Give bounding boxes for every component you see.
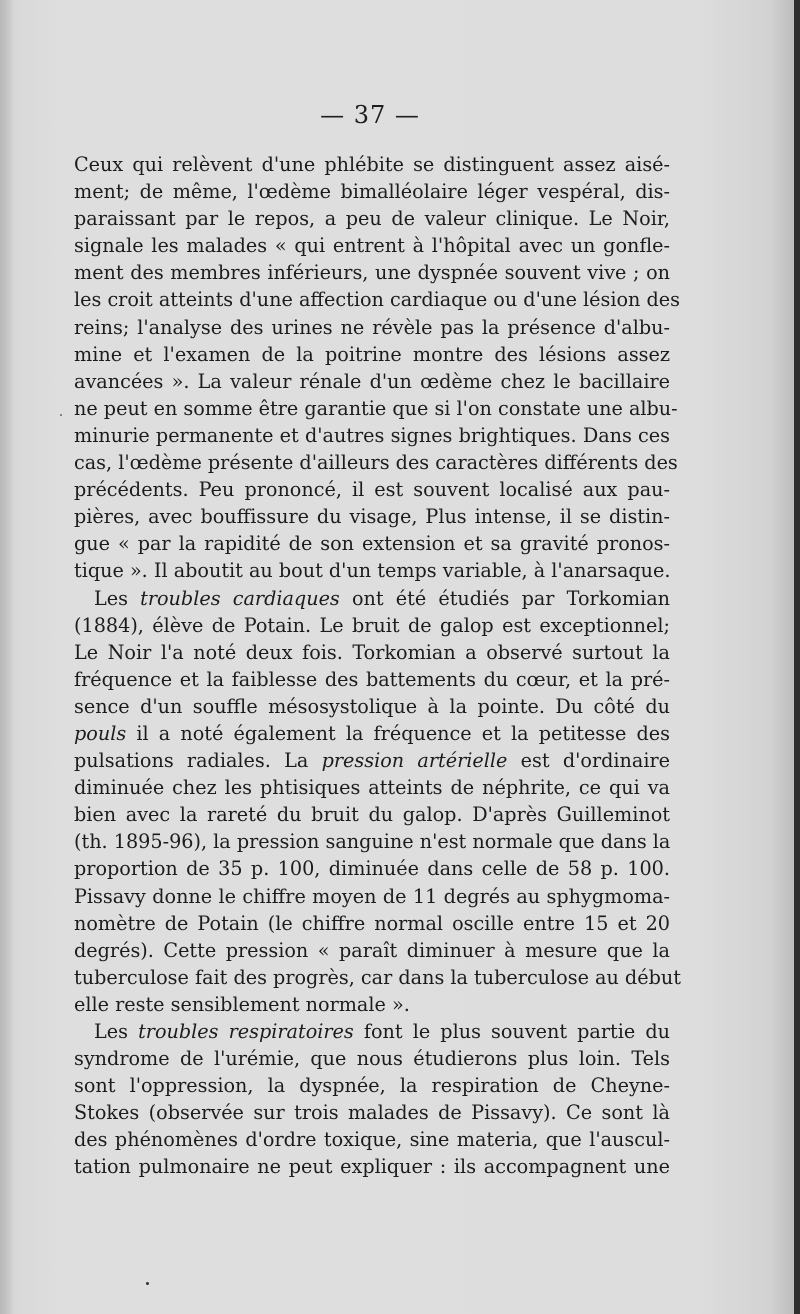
text-run: pulsations radiales. La (74, 749, 322, 773)
text-line (74, 341, 670, 368)
page-number: — 37 — (320, 101, 420, 129)
text-line (74, 774, 670, 801)
text-line (74, 937, 670, 964)
text-line (74, 395, 678, 422)
text-line (74, 530, 670, 557)
text-run: des phénomènes d'ordre toxique, sine materia, que l'auscul- (74, 1128, 670, 1152)
text-line (74, 476, 670, 503)
text-run: sont l'oppression, la dyspnée, la respiration de Cheyne- (74, 1074, 670, 1098)
text-run: mine et l'examen de la poitrine montre des lésions assez (74, 342, 670, 366)
text-line (74, 1018, 670, 1045)
text-run: avancées ». La valeur rénale d'un œdème chez le bacillaire (74, 369, 670, 393)
text-line (74, 910, 670, 937)
text-line (74, 693, 670, 720)
text-run: degrés). Cette pression « paraît diminuer à mesure que la (74, 938, 670, 962)
ink-speck (60, 414, 62, 416)
text-run: Le Noir l'a noté deux fois. Torkomian a observé surtout la (74, 640, 670, 664)
text-run: cas, l'œdème présente d'ailleurs des caractères différents des (74, 451, 678, 475)
text-run: pières, avec bouffissure du visage, Plus intense, il se distin- (74, 505, 670, 529)
text-line (74, 666, 670, 693)
text-run: nomètre de Potain (le chiffre normal oscille entre 15 et 20 (74, 911, 670, 935)
text-run: paraissant par le repos, a peu de valeur clinique. Le Noir, (74, 207, 670, 231)
text-line (74, 1072, 670, 1099)
text-run: font le plus souvent partie du (353, 1020, 670, 1043)
text-run: diminuée chez les phtisiques atteints de néphrite, ce qui va (74, 776, 670, 800)
text-line (74, 151, 670, 178)
text-run: syndrome de l'urémie, que nous étudierons plus loin. Tels (74, 1047, 670, 1071)
text-run: gue « par la rapidité de son extension et sa gravité pronos- (74, 532, 670, 556)
text-run: est d'ordinaire (507, 749, 670, 773)
text-run: Les (94, 586, 141, 610)
text-line (74, 585, 670, 612)
text-line (74, 639, 670, 666)
text-run: ment; de même, l'œdème bimalléolaire léger vespéral, dis- (74, 180, 670, 204)
text-line (74, 720, 670, 747)
text-run: (1884), élève de Potain. Le bruit de galop est exceptionnel; (74, 613, 670, 637)
page-gutter-shadow (0, 0, 14, 1314)
text-line (74, 422, 670, 449)
text-run: (th. 1895-96), la pression sanguine n'est normale que dans la (74, 830, 671, 854)
text-run: ne peut en somme être garantie que si l'on constate une albu- (74, 396, 678, 420)
text-line (74, 747, 670, 774)
scan-edge (794, 0, 800, 1314)
text-run: ont été étudiés par Torkomian (339, 586, 670, 610)
text-line (74, 1153, 670, 1180)
text-run: tuberculose fait des progrès, car dans la tuberculose au début (74, 965, 681, 989)
text-line (74, 964, 681, 991)
text-line (74, 855, 670, 882)
text-line (74, 1126, 670, 1153)
italic-phrase: troubles cardiaques (140, 586, 340, 610)
text-line (74, 503, 670, 530)
text-run: reins; l'analyse des urines ne révèle pas la présence d'albu- (74, 315, 670, 339)
text-run: précédents. Peu prononcé, il est souvent localisé aux pau- (74, 478, 670, 502)
text-line (74, 259, 670, 286)
italic-phrase: pouls (74, 721, 127, 745)
text-line (74, 612, 670, 639)
text-line (74, 557, 670, 584)
text-line (74, 232, 670, 259)
text-run: Stokes (observée sur trois malades de Pissavy). Ce sont là (74, 1101, 670, 1125)
text-line (74, 449, 678, 476)
text-run: les croit atteints d'une affection cardiaque ou d'une lésion des (74, 288, 680, 312)
text-line (74, 314, 670, 341)
text-line (74, 368, 670, 395)
text-line (74, 205, 670, 232)
text-line (74, 828, 670, 855)
text-run: tique ». Il aboutit au bout d'un temps variable, à l'anarsaque. (74, 559, 671, 583)
text-line (74, 1045, 670, 1072)
text-run: Pissavy donne le chiffre moyen de 11 degrés au sphygmoma- (74, 884, 670, 908)
ink-speck (146, 1282, 149, 1285)
italic-phrase: pression artérielle (321, 749, 508, 773)
text-run: proportion de 35 p. 100, diminuée dans celle de 58 p. 100. (74, 857, 670, 881)
text-run: minurie permanente et d'autres signes brightiques. Dans ces (74, 423, 670, 447)
body-text (74, 151, 681, 1181)
text-line (74, 991, 670, 1018)
text-run: elle reste sensiblement normale ». (74, 992, 410, 1016)
text-line (74, 883, 670, 910)
text-run: signale les malades « qui entrent à l'hôpital avec un gonfle- (74, 234, 670, 258)
text-run: Les (94, 1020, 139, 1043)
text-run: bien avec la rareté du bruit du galop. D'après Guilleminot (74, 803, 670, 827)
text-run: fréquence et la faiblesse des battements du cœur, et la pré- (74, 667, 670, 691)
text-line (74, 286, 680, 313)
text-run: il a noté également la fréquence et la petitesse des (126, 721, 670, 745)
text-run: Ceux qui relèvent d'une phlébite se distinguent assez aisé- (74, 153, 670, 176)
text-run: sence d'un souffle mésosystolique à la pointe. Du côté du (74, 694, 670, 718)
text-run: ment des membres inférieurs, une dyspnée souvent vive ; on (74, 261, 670, 285)
text-line (74, 801, 670, 828)
text-line (74, 1099, 670, 1126)
italic-phrase: troubles respiratoires (138, 1020, 354, 1043)
text-run: tation pulmonaire ne peut expliquer : ils accompagnent une (74, 1155, 670, 1179)
text-line (74, 178, 670, 205)
